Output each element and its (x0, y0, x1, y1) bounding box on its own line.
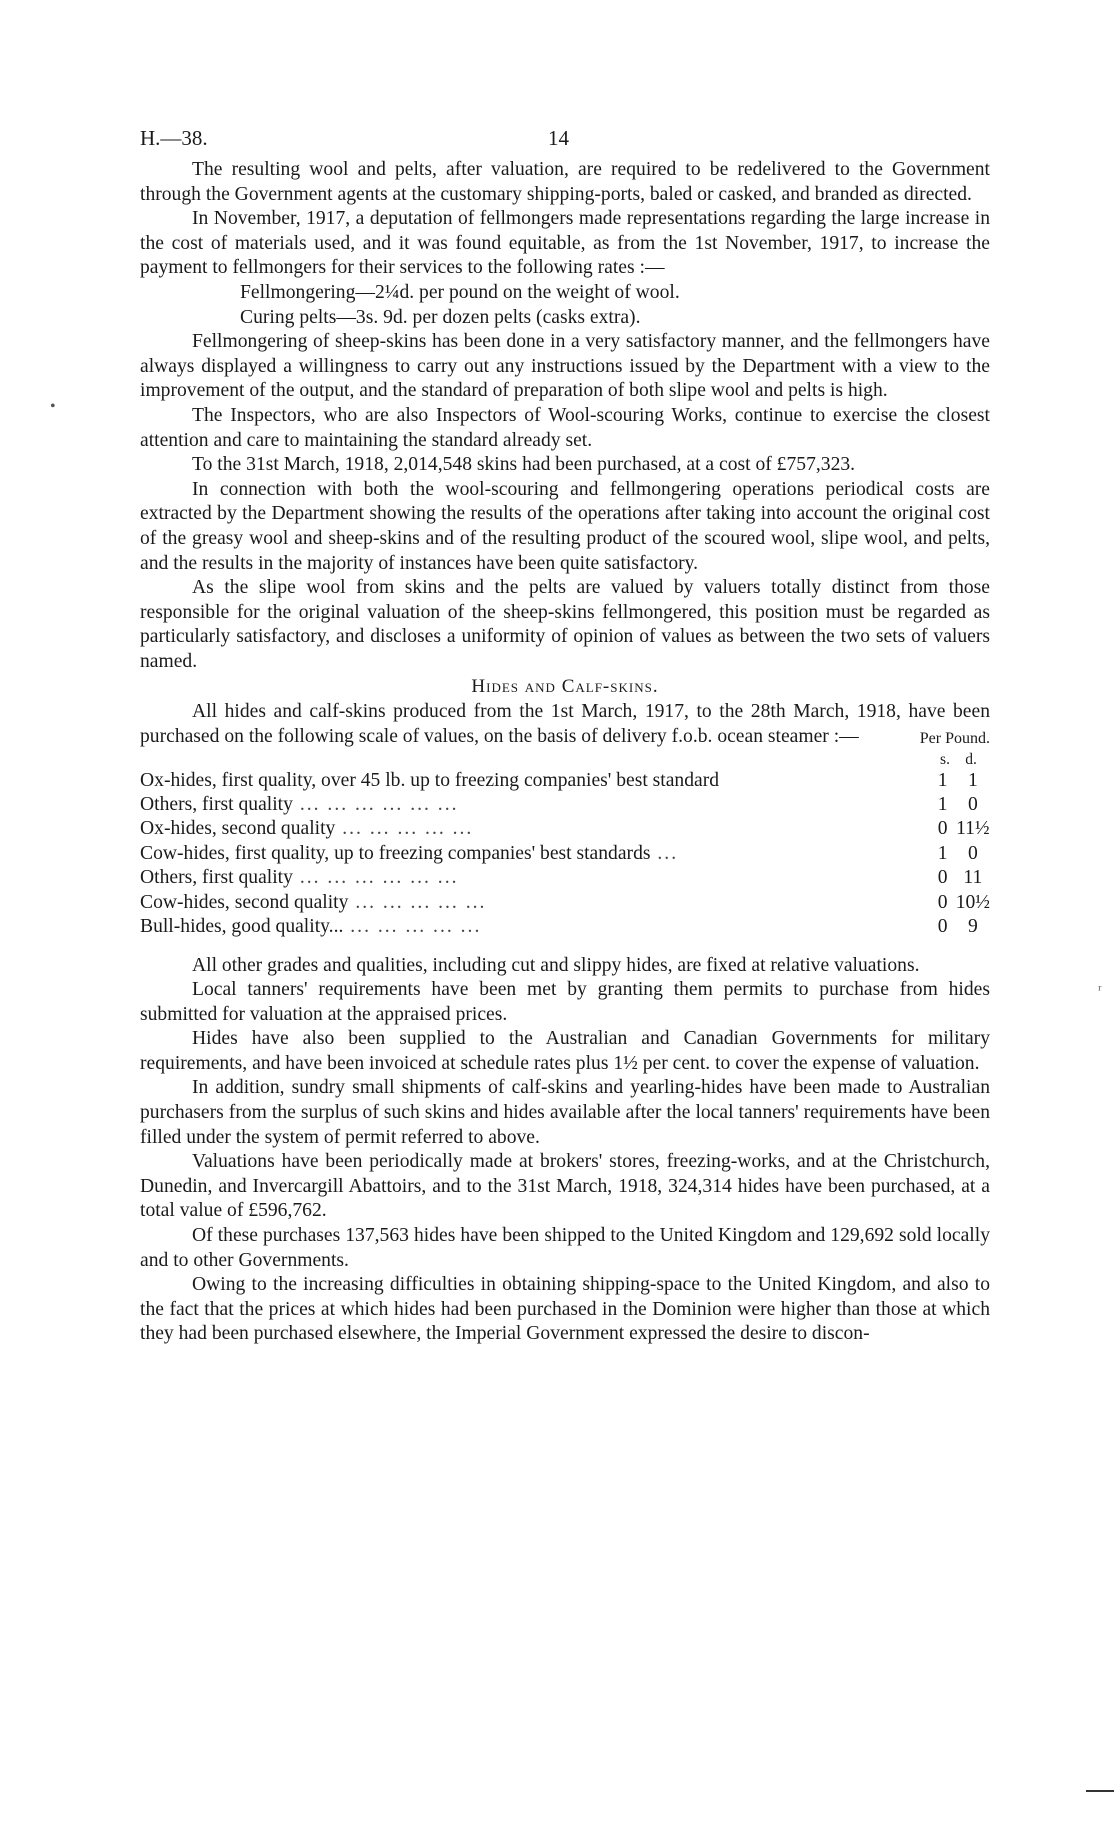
row-leader: ... ... ... ... ... (343, 916, 482, 938)
row-leader: ... ... ... ... ... ... (292, 867, 459, 889)
paragraph: Fellmongering of sheep-skins has been done in a very satisfactory manner, and the fellmongers have always displayed a willingness to carry out any instructions issued by the Department with a view to the improvement of the output, and the standard of preparation of both slipe wool and pelts is high. (140, 331, 990, 402)
row-pence: 11 (963, 867, 983, 889)
row-pence: 10½ (955, 891, 990, 913)
margin-dash-mark (1086, 1790, 1114, 1792)
paragraph: As the slipe wool from skins and the pelts are valued by valuers totally distinct from those responsible for the original valuation of the sheep-skins fellmongered, this position must be regarded as particularly satisfactory, and discloses a uniformity of opinion of values as between the two sets of valuers named. (140, 577, 990, 672)
paragraph: Hides have also been supplied to the Australian and Canadian Governments for military requirements, and have been invoiced at schedule rates plus 1½ per cent. to cover the expense of valuation. (140, 1028, 990, 1074)
table-row (140, 866, 990, 890)
document-page (140, 126, 990, 1347)
row-shillings: 1 (937, 769, 948, 791)
body-text (140, 158, 990, 1347)
row-item: Others, first quality (140, 867, 293, 889)
row-shillings: 1 (937, 794, 948, 816)
row-item: Bull-hides, good quality... (140, 916, 344, 938)
paragraph: To the 31st March, 1918, 2,014,548 skins had been purchased, at a cost of £757,323. (192, 454, 856, 476)
paragraph: Owing to the increasing difficulties in obtaining shipping-space to the United Kingdom, and also to the fact that the prices at which hides had been purchased in the Dominion were higher than those at which they had been purchased elsewhere, the Imperial Government expressed the desire to discon- (140, 1274, 990, 1345)
hide-rates-table (140, 769, 990, 940)
paragraph: In addition, sundry small shipments of calf-skins and yearling-hides have been made to Australian purchasers from the surplus of such skins and hides available after the local tanners' requirements have been filled under the system of permit referred to above. (140, 1077, 990, 1148)
row-leader: ... ... ... ... ... (335, 818, 474, 840)
paragraph: Local tanners' requirements have been met by granting them permits to purchase from hides submitted for valuation at the appraised prices. (140, 979, 990, 1025)
row-pence: 9 (967, 916, 978, 938)
paragraph: Valuations have been periodically made at brokers' stores, freezing-works, and at the Christchurch, Dunedin, and Invercargill Abattoirs, and to the 31st March, 1918, 324,314 hides have been purchased, at a total value of £596,762. (140, 1151, 990, 1222)
table-row (140, 842, 990, 866)
paragraph: In November, 1917, a deputation of fellmongers made representations regarding the large increase in the cost of materials used, and it was found equitable, as from the 1st November, 1917, to increase the payment to fellmongers for their services to the following rates :— (140, 208, 990, 279)
row-leader: ... (650, 842, 679, 864)
section-heading: Hides and Calf-skins. (471, 676, 659, 698)
per-pound-heading: Per Pound. (919, 729, 990, 747)
hides-intro-text: All hides and calf-skins produced from the 1st March, 1917, to the 28th March, 1918, have been purchased on the following scale of values, on the basis of delivery f.o.b. ocean steamer :— (140, 701, 990, 748)
paragraph: All other grades and qualities, including cut and slippy hides, are fixed at relative valuations. (192, 954, 920, 976)
paragraph: The resulting wool and pelts, after valuation, are required to be redelivered to the Government through the Government agents at the customary shipping-ports, baled or casked, and branded as directed. (140, 159, 990, 205)
row-shillings: 1 (937, 842, 948, 864)
paragraph: Of these purchases 137,563 hides have been shipped to the United Kingdom and 129,692 sold locally and to other Governments. (140, 1225, 990, 1271)
row-item: Ox-hides, second quality (140, 818, 336, 840)
table-row (140, 817, 990, 841)
document-reference: H.—38. (140, 126, 208, 150)
row-pence: 11½ (956, 818, 990, 840)
paragraph: The Inspectors, who are also Inspectors of Wool-scouring Works, continue to exercise the closest attention and care to maintaining the standard already set. (140, 404, 990, 451)
table-row (140, 915, 990, 939)
row-pence: 1 (967, 769, 978, 791)
row-shillings: 0 (937, 818, 948, 840)
table-row (140, 769, 990, 793)
pence-heading: d. (965, 750, 977, 768)
row-shillings: 0 (937, 867, 948, 889)
row-pence: 0 (967, 794, 978, 816)
row-item: Others, first quality (140, 794, 293, 816)
row-shillings: 0 (937, 916, 948, 938)
column-headings (140, 751, 990, 769)
row-shillings: 0 (937, 891, 948, 913)
shillings-heading: s. (940, 750, 950, 768)
rate-line-curing-pelts: Curing pelts—3s. 9d. per dozen pelts (casks extra). (240, 306, 641, 328)
table-row (140, 891, 990, 915)
margin-dot-mark: • (50, 398, 56, 415)
table-row (140, 793, 990, 817)
row-leader: ... ... ... ... ... (348, 891, 487, 913)
paragraph: In connection with both the wool-scouring and fellmongering operations periodical costs are extracted by the Department showing the results of the operations after taking into account the original cost of the greasy wool and sheep-skins and of the resulting product of the scoured wool, slipe wool, and pelts, and the results in the majority of instances have been quite satisfactory. (140, 478, 990, 574)
margin-tick-mark: ʳ (1098, 982, 1102, 999)
row-pence: 0 (967, 842, 978, 864)
row-item: Cow-hides, first quality, up to freezing companies' best standards (140, 842, 651, 864)
running-head (140, 126, 990, 158)
row-item: Cow-hides, second quality (140, 891, 349, 913)
row-item: Ox-hides, first quality, over 45 lb. up to freezing companies' best standard (140, 769, 720, 791)
rate-line-fellmongering: Fellmongering—2¼d. per pound on the weight of wool. (240, 281, 680, 303)
page-number: 14 (548, 126, 569, 150)
row-leader: ... ... ... ... ... ... (292, 794, 459, 816)
